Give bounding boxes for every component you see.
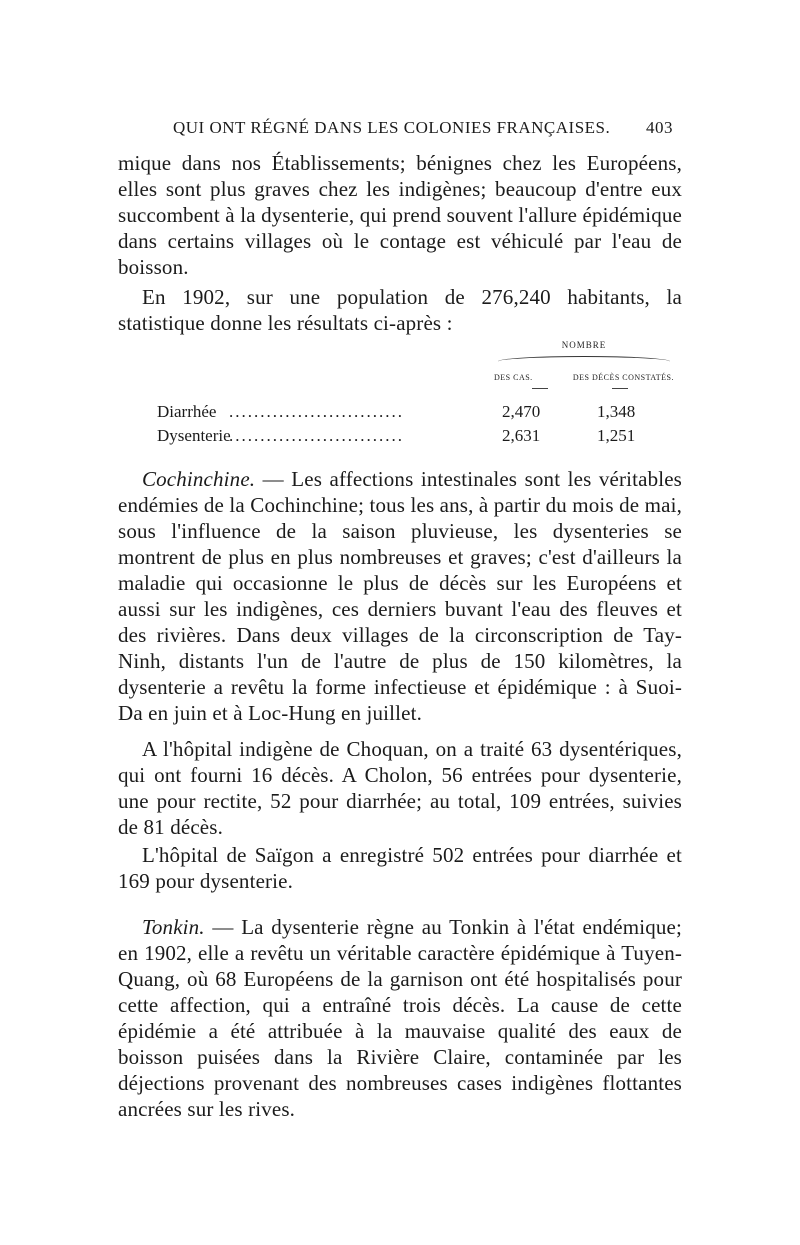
cell-cas: 2,470 (502, 402, 541, 421)
brace-line (498, 356, 670, 367)
row-label: Diarrhée (157, 402, 217, 421)
section-title-tonkin: Tonkin. (142, 915, 205, 939)
table-row (157, 402, 677, 424)
section-text-tonkin: La dysenterie règne au Tonkin à l'état endémique; en 1902, elle a revêtu un véritable caractère épidémique à Tuyen-Quang, où 68 Européens de la garnison ont été hospitalisés pour cette affection, qui a entraîné trois décès. La cause de cette épidémie a été attribuée à la mauvaise qualité des eaux de boisson puisées dans la Rivière Claire, contaminée par les déjections provenant des nombreuses cases indigènes flottantes ancrées sur les rives. (118, 915, 682, 1121)
header-dashes (494, 388, 660, 389)
table-group-header: NOMBRE (561, 340, 607, 350)
column-header-cas: DES CAS. (494, 373, 533, 382)
paragraph-1: mique dans nos Établissements; bénignes chez les Européens, elles sont plus graves chez les indigènes; beaucoup d'entre eux succombent à la dysenterie, qui prend souvent l'allure épidémique dans certains villages où le contage est véhiculé par l'eau de boisson. (118, 151, 682, 279)
paragraph-2: En 1902, sur une population de 276,240 habitants, la statistique donne les résultats ci-après : (118, 285, 682, 335)
paragraph-choquan: A l'hôpital indigène de Choquan, on a traité 63 dysentériques, qui ont fourni 16 décès. A Cholon, 56 entrées pour dysenterie, une pour rectite, 52 pour diarrhée; au total, 109 entrées, suivies de 81 décès. (118, 737, 682, 839)
cell-cas: 2,631 (502, 426, 541, 445)
title-dash: — (204, 915, 242, 939)
dot-leader: ............................ (229, 426, 404, 445)
dot-leader: ............................ (229, 402, 404, 421)
cell-deces: 1,348 (597, 402, 636, 421)
column-header-deces: DES DÉCÈS CONSTATÉS. (572, 373, 674, 382)
table-header (494, 340, 674, 389)
section-text-cochinchine: Les affections intestinales sont les véritables endémies de la Cochinchine; tous les ans, à partir du mois de mai, sous l'influence de la saison pluvieuse, les dysenteries se montrent de plus en plus nombreuses et graves; c'est d'ailleurs la maladie qui occasionne le plus de décès sur les Européens et aussi sur les indigènes, ces derniers buvant l'eau des fleuves et des rivières. Dans deux villages de la circonscription de Tay-Ninh, distants l'un de l'autre de plus de 150 kilomètres, la dysenterie a revêtu la forme infectieuse et épidémique : à Suoi-Da en juin et à Loc-Hung en juillet. (118, 467, 682, 725)
paragraph-saigon: L'hôpital de Saïgon a enregistré 502 entrées pour diarrhée et 169 pour dysenterie. (118, 843, 682, 893)
table-row (157, 426, 677, 448)
running-title: QUI ONT RÉGNÉ DANS LES COLONIES FRANÇAISES. (173, 118, 611, 137)
section-title-cochinchine: Cochinchine. (142, 467, 256, 491)
page-number: 403 (646, 118, 673, 137)
running-header (173, 118, 673, 138)
title-dash: — (255, 467, 292, 491)
cell-deces: 1,251 (597, 426, 636, 445)
paragraph-cochinchine (118, 466, 682, 726)
row-label: Dysenterie (157, 426, 231, 445)
paragraph-tonkin (118, 914, 682, 1122)
